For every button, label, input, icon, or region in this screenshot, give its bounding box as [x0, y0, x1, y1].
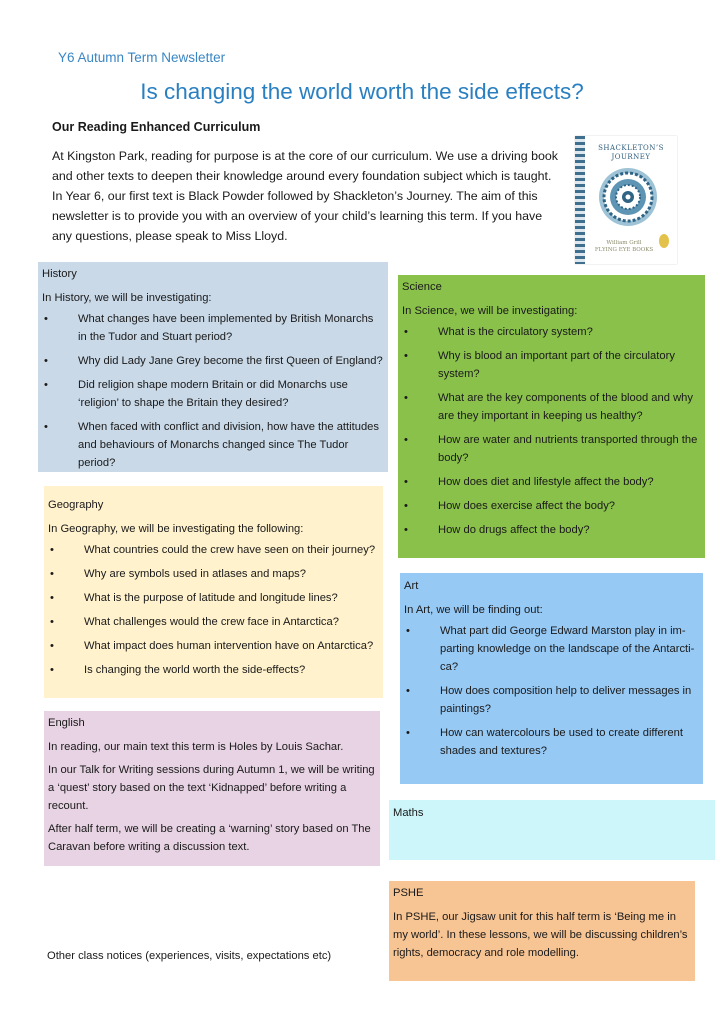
- maths-section: [389, 800, 715, 860]
- bullet-icon: •: [50, 568, 54, 580]
- history-lead: In History, we will be investigating:: [42, 292, 212, 304]
- list-item: • What impact does human intervention have on Antarctica?: [48, 637, 379, 655]
- pshe-heading: PSHE: [393, 887, 424, 899]
- bullet-icon: •: [50, 640, 54, 652]
- list-item: • When faced with conflict and division, how have the attitudes and behaviours of Monarchs changed since The Tudor period?: [42, 418, 384, 472]
- geography-lead: In Geography, we will be investigating the following:: [48, 523, 304, 535]
- book-publisher: FLYING EYE BOOKS: [594, 247, 654, 253]
- maths-heading: Maths: [393, 807, 424, 819]
- bullet-icon: •: [404, 500, 408, 512]
- bullet-icon: •: [50, 616, 54, 628]
- book-cover-image: [575, 136, 677, 264]
- english-paragraph: After half term, we will be creating a ‘warning’ story based on The Caravan before writing a discussion text.: [48, 823, 371, 853]
- bullet-icon: •: [404, 524, 408, 536]
- list-item: • How do drugs affect the body?: [402, 521, 701, 539]
- list-item: • What countries could the crew have seen on their journey?: [48, 541, 379, 559]
- science-lead: In Science, we will be investigating:: [402, 305, 578, 317]
- list-item: • Did religion shape modern Britain or did Monarchs use ‘religion’ to shape the Britain they desired?: [42, 376, 384, 412]
- geography-list: [48, 541, 379, 679]
- intro-heading: Our Reading Enhanced Curriculum: [52, 120, 261, 134]
- geography-heading: Geography: [48, 499, 104, 511]
- list-item: • Why did Lady Jane Grey become the first Queen of England?: [42, 352, 384, 370]
- bullet-icon: •: [44, 355, 48, 367]
- list-item: • What part did George Edward Marston play in im-parting knowledge on the landscape of the Antarcti-ca?: [404, 622, 699, 676]
- book-author: William Grill: [606, 240, 642, 246]
- science-section: [398, 275, 705, 558]
- book-cover-title: SHACKLETON’S JOURNEY: [598, 144, 664, 161]
- science-list: [402, 323, 701, 539]
- class-notices-label: Other class notices (experiences, visits, expectations etc): [47, 950, 332, 962]
- history-heading: History: [42, 268, 77, 280]
- page-title: Is changing the world worth the side effects?: [140, 79, 584, 104]
- list-item: • How can watercolours be used to create different shades and textures?: [404, 724, 699, 760]
- list-item: • What changes have been implemented by British Monarchs in the Tudor and Stuart period?: [42, 310, 384, 346]
- bullet-icon: •: [50, 592, 54, 604]
- list-item: • How does composition help to deliver messages in paintings?: [404, 682, 699, 718]
- list-item: • What is the purpose of latitude and longitude lines?: [48, 589, 379, 607]
- list-item: • How are water and nutrients transported through the body?: [402, 431, 701, 467]
- science-heading: Science: [402, 281, 442, 293]
- pshe-text: In PSHE, our Jigsaw unit for this half term is ‘Being me in my world’. In these lessons, we will be discussing children’s rights, democracy and role modelling.: [393, 911, 688, 959]
- list-item: • What is the circulatory system?: [402, 323, 701, 341]
- list-item: • Why are symbols used in atlases and maps?: [48, 565, 379, 583]
- newsletter-subtitle: Y6 Autumn Term Newsletter: [58, 50, 226, 65]
- art-list: [404, 622, 699, 760]
- list-item: • How does diet and lifestyle affect the body?: [402, 473, 701, 491]
- bullet-icon: •: [44, 421, 48, 433]
- list-item: • How does exercise affect the body?: [402, 497, 701, 515]
- pshe-section: [389, 881, 695, 981]
- bullet-icon: •: [406, 727, 410, 739]
- book-spine: [575, 136, 585, 264]
- english-paragraph: In our Talk for Writing sessions during Autumn 1, we will be writing a ‘quest’ story based on the text ‘Kidnapped’ before writing a recount.: [48, 764, 375, 812]
- history-list: [42, 310, 384, 472]
- english-section: [44, 711, 380, 866]
- english-heading: English: [48, 717, 85, 729]
- bullet-icon: •: [404, 350, 408, 362]
- list-item: • Why is blood an important part of the circulatory system?: [402, 347, 701, 383]
- list-item: • Is changing the world worth the side-effects?: [48, 661, 379, 679]
- list-item: • What are the key components of the blood and why are they important in keeping us healthy?: [402, 389, 701, 425]
- bullet-icon: •: [404, 326, 408, 338]
- bullet-icon: •: [44, 379, 48, 391]
- compass-emblem-icon: [597, 166, 659, 228]
- geography-section: [44, 486, 383, 698]
- award-medal-icon: [659, 234, 669, 248]
- english-paragraph: In reading, our main text this term is Holes by Louis Sachar.: [48, 741, 344, 753]
- bullet-icon: •: [44, 313, 48, 325]
- book-cover-author: [589, 240, 659, 254]
- history-section: [38, 262, 388, 472]
- art-section: [400, 573, 703, 784]
- intro-text: At Kingston Park, reading for purpose is at the core of our curriculum. We use a driving book and other texts to deepen their knowledge around every foundation subject which is taught. In Year 6, our first text is Black Powder followed by Shackleton’s Journey. The aim of this newsletter is to provide you with an overview of your child’s learning this term. If you have any questions, please speak to Miss Lloyd.: [52, 149, 558, 243]
- art-heading: Art: [404, 580, 419, 592]
- bullet-icon: •: [404, 392, 408, 404]
- art-lead: In Art, we will be finding out:: [404, 604, 543, 616]
- bullet-icon: •: [50, 664, 54, 676]
- bullet-icon: •: [50, 544, 54, 556]
- bullet-icon: •: [406, 685, 410, 697]
- bullet-icon: •: [404, 434, 408, 446]
- list-item: • What challenges would the crew face in Antarctica?: [48, 613, 379, 631]
- bullet-icon: •: [404, 476, 408, 488]
- bullet-icon: •: [406, 625, 410, 637]
